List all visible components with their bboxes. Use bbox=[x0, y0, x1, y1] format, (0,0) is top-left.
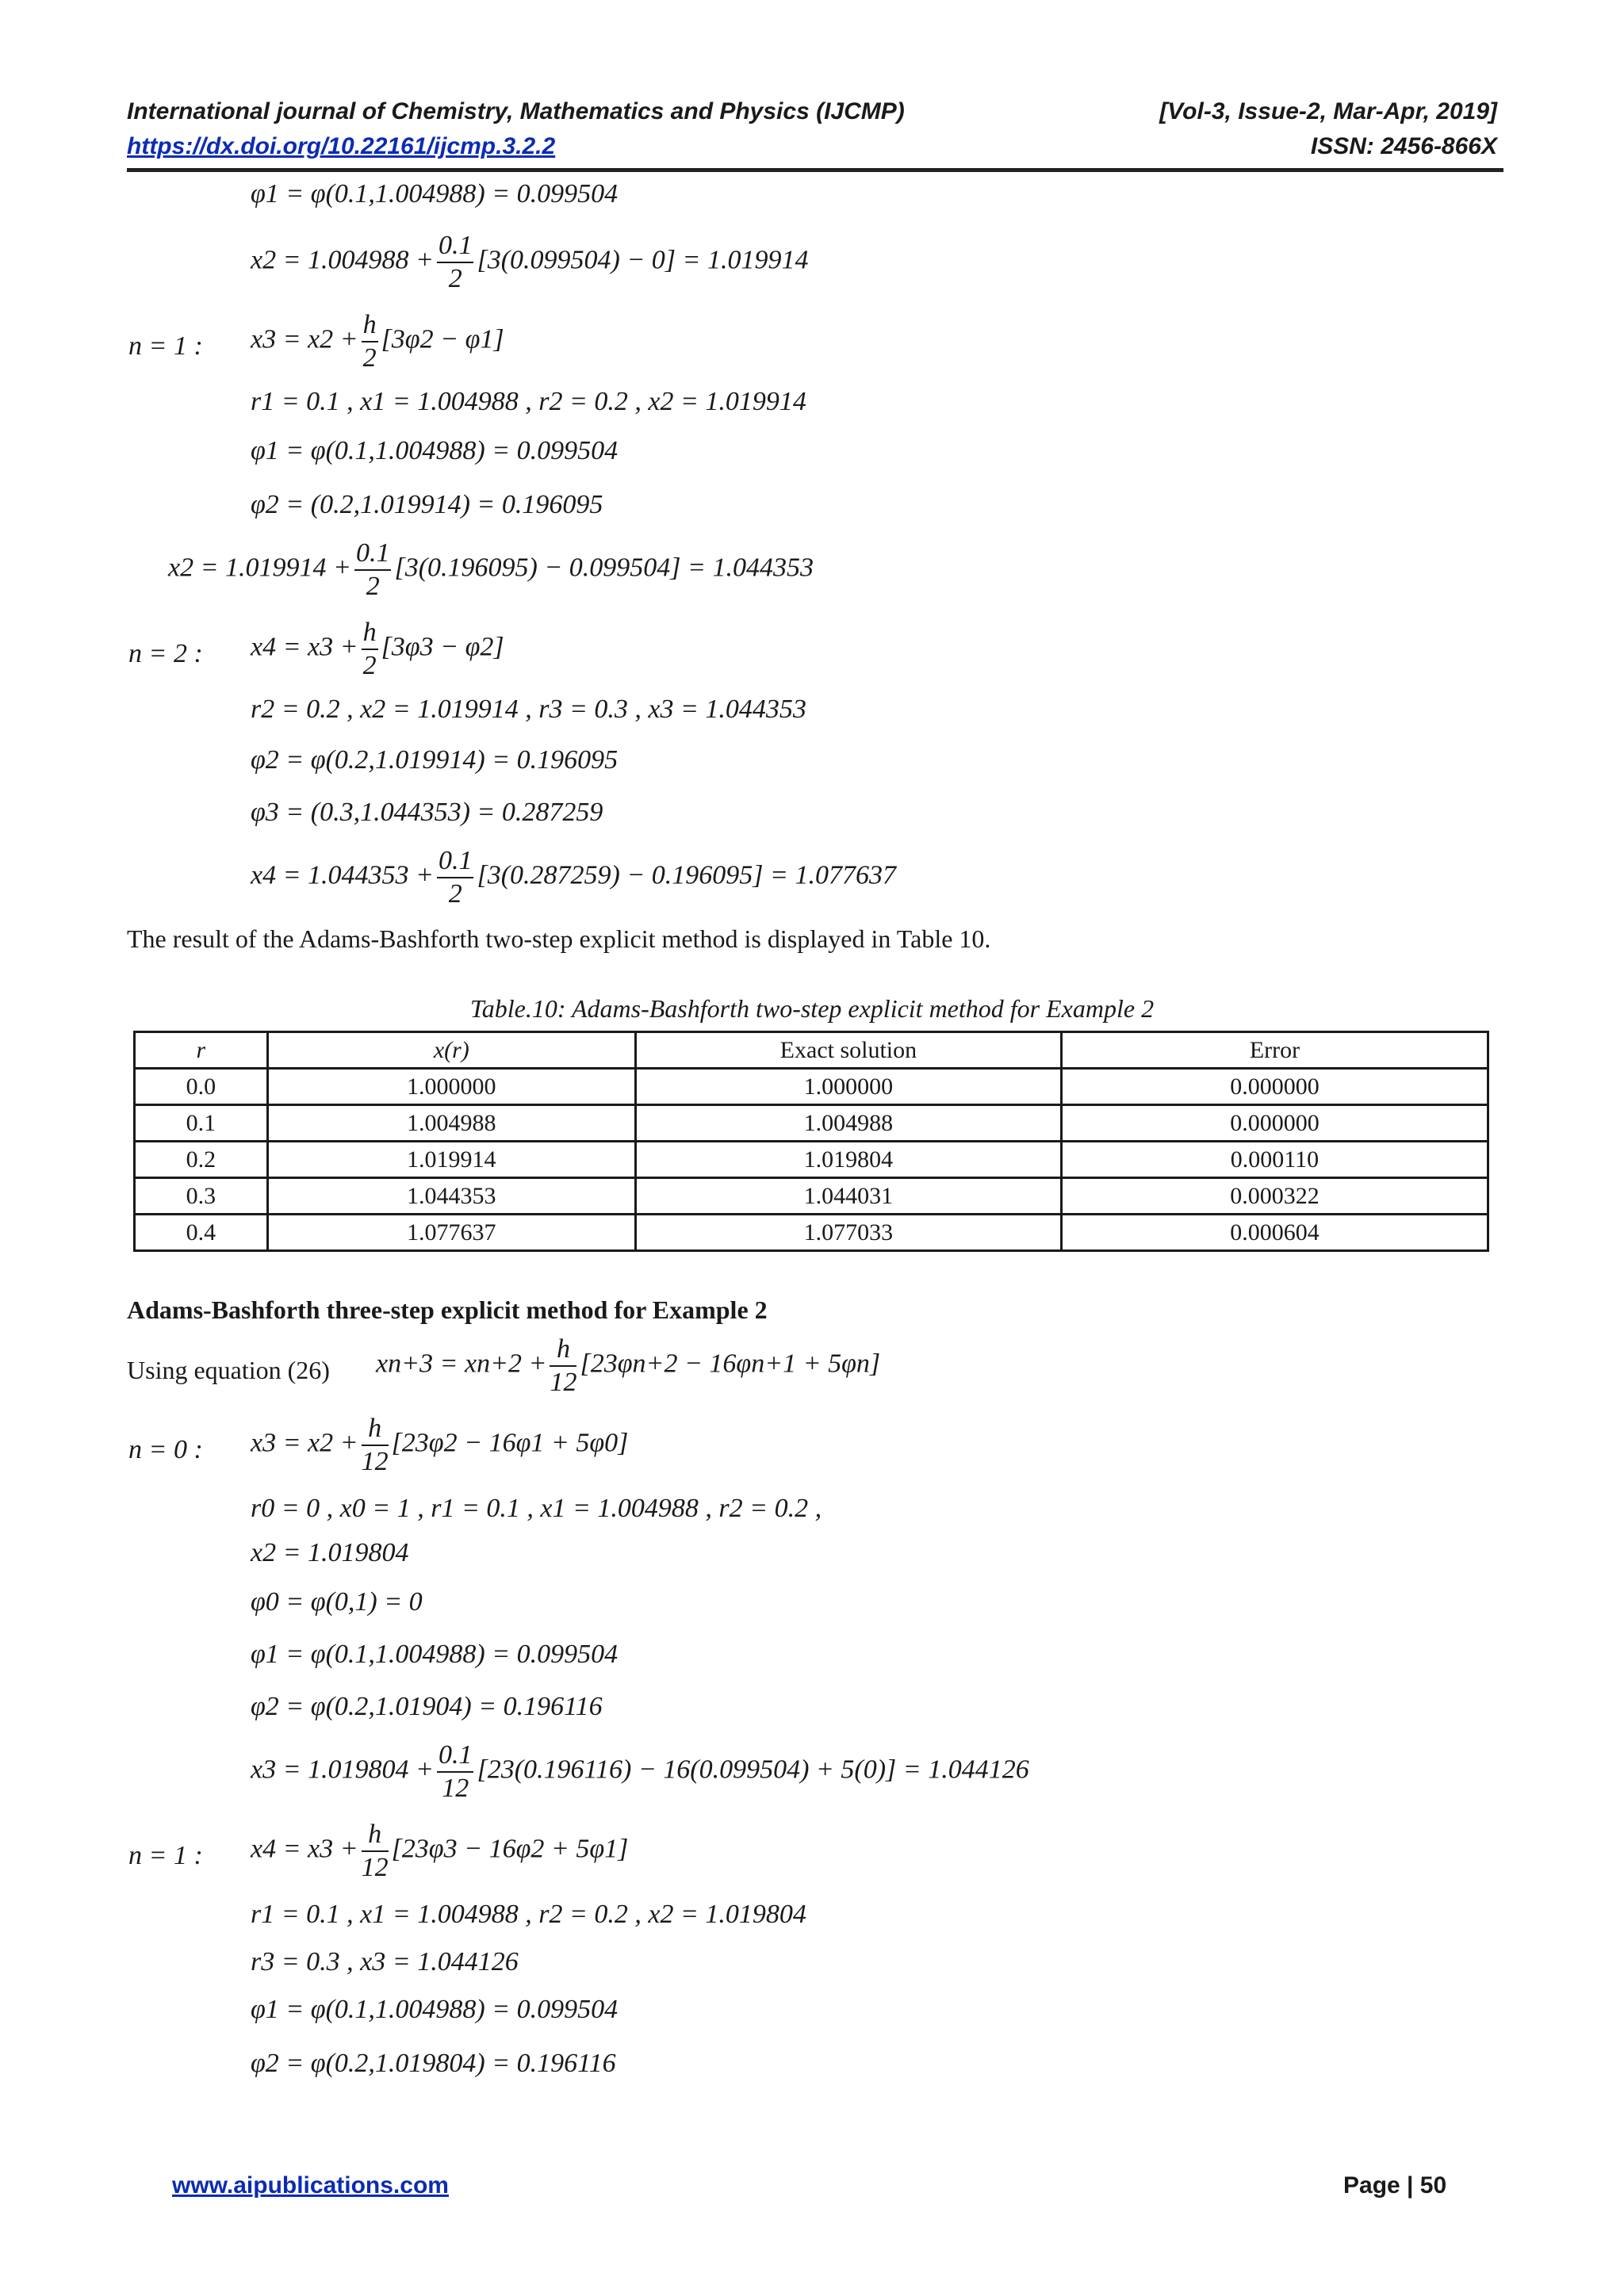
fraction bbox=[362, 618, 378, 679]
eq-rhs: [23φn+2 − 16φn+1 + 5φn] bbox=[580, 1349, 881, 1379]
fraction bbox=[437, 1741, 474, 1802]
column-header: r bbox=[135, 1032, 268, 1069]
equation: φ2 = (0.2,1.019914) = 0.196095 bbox=[251, 490, 603, 519]
equation: φ2 = φ(0.2,1.01904) = 0.196116 bbox=[251, 1692, 603, 1721]
table-cell: 0.000110 bbox=[1061, 1142, 1488, 1178]
equation: φ1 = φ(0.1,1.004988) = 0.099504 bbox=[251, 1640, 619, 1669]
equation: φ1 = φ(0.1,1.004988) = 0.099504 bbox=[251, 179, 619, 209]
equation-fraction bbox=[251, 1414, 628, 1475]
eq-rhs: [23φ2 − 16φ1 + 5φ0] bbox=[391, 1428, 629, 1458]
table-cell: 0.000000 bbox=[1061, 1105, 1488, 1142]
eq-lhs: x2 = 1.004988 + bbox=[251, 245, 434, 275]
eq-rhs: [3(0.196095) − 0.099504] = 1.044353 bbox=[394, 553, 814, 583]
fraction-numerator: 0.1 bbox=[437, 847, 474, 878]
table-cell: 1.044353 bbox=[267, 1178, 635, 1215]
fraction bbox=[354, 539, 392, 600]
table-cell: 0.000604 bbox=[1061, 1215, 1488, 1251]
doi-link[interactable]: https://dx.doi.org/10.22161/ijcmp.3.2.2 bbox=[127, 133, 556, 159]
table-cell: 1.004988 bbox=[267, 1105, 635, 1142]
fraction-numerator: h bbox=[362, 311, 378, 342]
eq-lhs: x3 = 1.019804 + bbox=[251, 1755, 434, 1785]
equation: x2 = 1.019804 bbox=[251, 1538, 409, 1567]
fraction-numerator: h bbox=[550, 1335, 576, 1367]
table-cell: 0.000000 bbox=[1061, 1069, 1488, 1105]
table-cell: 0.4 bbox=[135, 1215, 268, 1251]
fraction bbox=[437, 232, 474, 293]
fraction-numerator: h bbox=[362, 618, 378, 650]
eq-lhs: xn+3 = xn+2 + bbox=[376, 1349, 547, 1379]
table-row bbox=[135, 1142, 1488, 1178]
fraction-numerator: h bbox=[362, 1820, 389, 1852]
fraction-denominator: 12 bbox=[361, 1852, 389, 1882]
equation: r1 = 0.1 , x1 = 1.004988 , r2 = 0.2 , x2 = 1.019804 bbox=[251, 1900, 806, 1929]
table-cell: 1.077637 bbox=[267, 1215, 635, 1251]
equation-fraction bbox=[376, 1335, 880, 1396]
fraction bbox=[550, 1335, 576, 1396]
table-cell: 0.3 bbox=[135, 1178, 268, 1215]
equation-fraction bbox=[251, 311, 504, 372]
fraction-denominator: 2 bbox=[366, 571, 380, 601]
equation: r2 = 0.2 , x2 = 1.019914 , r3 = 0.3 , x3 = 1.044353 bbox=[251, 695, 806, 724]
column-header: Exact solution bbox=[635, 1032, 1061, 1069]
fraction-numerator: 0.1 bbox=[354, 539, 392, 571]
equation-fraction bbox=[168, 539, 814, 600]
table-cell: 1.077033 bbox=[635, 1215, 1061, 1251]
section-heading: Adams-Bashforth three-step explicit method for Example 2 bbox=[127, 1295, 768, 1324]
eq-rhs: [23(0.196116) − 16(0.099504) + 5(0)] = 1.044126 bbox=[477, 1755, 1029, 1785]
table-cell: 0.0 bbox=[135, 1069, 268, 1105]
step-label: n = 0 : bbox=[128, 1435, 203, 1464]
eq-rhs: [3(0.099504) − 0] = 1.019914 bbox=[477, 245, 809, 275]
fraction-denominator: 2 bbox=[448, 878, 462, 909]
fraction-numerator: 0.1 bbox=[437, 232, 474, 263]
equation-fraction bbox=[251, 1820, 628, 1881]
equation-fraction bbox=[251, 618, 504, 679]
equation: φ3 = (0.3,1.044353) = 0.287259 bbox=[251, 798, 603, 827]
equation: φ0 = φ(0,1) = 0 bbox=[251, 1587, 423, 1617]
column-header: Error bbox=[1061, 1032, 1488, 1069]
equation: φ2 = φ(0.2,1.019804) = 0.196116 bbox=[251, 2049, 616, 2078]
table-row bbox=[135, 1069, 1488, 1105]
eq-lhs: x4 = x3 + bbox=[251, 1834, 358, 1864]
equation-fraction bbox=[251, 232, 808, 293]
fraction-numerator: 0.1 bbox=[437, 1741, 474, 1773]
issn: ISSN: 2456-866X bbox=[1310, 133, 1497, 159]
table-header-row bbox=[135, 1032, 1488, 1069]
table-cell: 1.019804 bbox=[635, 1142, 1061, 1178]
equation: φ1 = φ(0.1,1.004988) = 0.099504 bbox=[251, 436, 619, 465]
step-label: n = 1 : bbox=[128, 331, 203, 361]
table-row bbox=[135, 1105, 1488, 1142]
table-row bbox=[135, 1215, 1488, 1251]
equation: r1 = 0.1 , x1 = 1.004988 , r2 = 0.2 , x2 = 1.019914 bbox=[251, 387, 806, 416]
fraction bbox=[362, 1414, 389, 1475]
table-cell: 1.000000 bbox=[635, 1069, 1061, 1105]
eq-lhs: x2 = 1.019914 + bbox=[168, 553, 351, 583]
fraction-numerator: h bbox=[362, 1414, 389, 1446]
volume-info: [Vol-3, Issue-2, Mar-Apr, 2019] bbox=[1159, 98, 1497, 124]
table-cell: 1.000000 bbox=[267, 1069, 635, 1105]
body-paragraph: The result of the Adams-Bashforth two-step explicit method is displayed in Table 10. bbox=[127, 924, 991, 953]
fraction bbox=[437, 847, 474, 908]
table-cell: 0.1 bbox=[135, 1105, 268, 1142]
eq-lhs: x4 = 1.044353 + bbox=[251, 860, 434, 890]
equation: r3 = 0.3 , x3 = 1.044126 bbox=[251, 1947, 519, 1976]
eq-rhs: [23φ3 − 16φ2 + 5φ1] bbox=[391, 1834, 629, 1864]
step-label: n = 2 : bbox=[128, 639, 203, 668]
page-number: Page | 50 bbox=[1343, 2172, 1447, 2198]
fraction bbox=[362, 1820, 389, 1881]
eq-lhs: x3 = x2 + bbox=[251, 324, 358, 354]
column-header: x(r) bbox=[267, 1032, 635, 1069]
results-table bbox=[133, 1031, 1489, 1252]
fraction-denominator: 12 bbox=[550, 1367, 577, 1397]
fraction-denominator: 12 bbox=[442, 1773, 469, 1803]
table-caption: Table.10: Adams-Bashforth two-step explicit method for Example 2 bbox=[469, 994, 1155, 1023]
fraction-denominator: 2 bbox=[362, 342, 377, 373]
journal-title: International journal of Chemistry, Mathematics and Physics (IJCMP) bbox=[127, 98, 905, 124]
table-cell: 1.019914 bbox=[267, 1142, 635, 1178]
equation: φ2 = φ(0.2,1.019914) = 0.196095 bbox=[251, 745, 619, 775]
step-label: n = 1 : bbox=[128, 1841, 203, 1870]
equation-fraction bbox=[251, 1741, 1029, 1802]
eq-rhs: [3(0.287259) − 0.196095] = 1.077637 bbox=[477, 860, 896, 890]
eq-rhs: [3φ2 − φ1] bbox=[381, 324, 504, 354]
fraction-denominator: 2 bbox=[362, 650, 377, 680]
eq-lhs: x3 = x2 + bbox=[251, 1428, 358, 1458]
table-cell: 0.000322 bbox=[1061, 1178, 1488, 1215]
equation-fraction bbox=[251, 847, 896, 908]
fraction-denominator: 12 bbox=[361, 1446, 389, 1476]
using-equation-text: Using equation (26) bbox=[127, 1356, 330, 1384]
equation: φ1 = φ(0.1,1.004988) = 0.099504 bbox=[251, 1995, 619, 2024]
equation: r0 = 0 , x0 = 1 , r1 = 0.1 , x1 = 1.004988 , r2 = 0.2 , bbox=[251, 1494, 822, 1523]
table-cell: 1.044031 bbox=[635, 1178, 1061, 1215]
table-row bbox=[135, 1178, 1488, 1215]
footer-site-link[interactable]: www.aipublications.com bbox=[172, 2172, 449, 2198]
table-cell: 0.2 bbox=[135, 1142, 268, 1178]
fraction-denominator: 2 bbox=[448, 263, 462, 293]
table-cell: 1.004988 bbox=[635, 1105, 1061, 1142]
eq-lhs: x4 = x3 + bbox=[251, 632, 358, 662]
header-rule bbox=[127, 168, 1503, 172]
eq-rhs: [3φ3 − φ2] bbox=[381, 632, 504, 662]
fraction bbox=[362, 311, 378, 372]
